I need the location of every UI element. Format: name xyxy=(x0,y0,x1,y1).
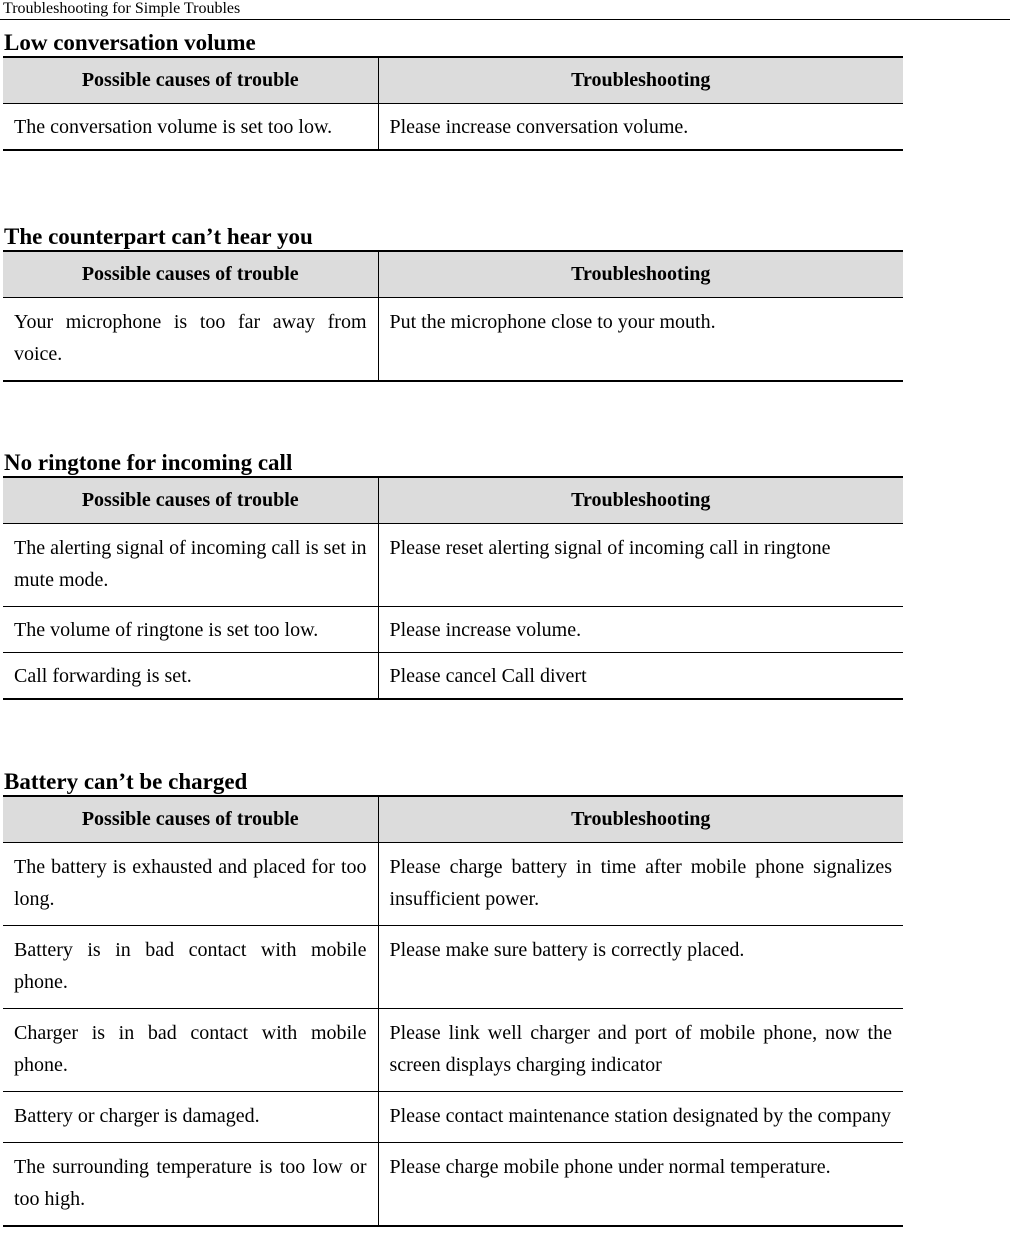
column-header-troubleshooting: Troubleshooting xyxy=(378,57,903,104)
table-row xyxy=(3,1143,903,1227)
trouble-table xyxy=(3,476,903,700)
solution-cell: Please make sure battery is correctly placed. xyxy=(378,926,903,1009)
section-no-ringtone xyxy=(3,450,903,700)
cause-cell: The surrounding temperature is too low or too high. xyxy=(3,1143,378,1227)
section-title: No ringtone for incoming call xyxy=(4,450,293,475)
column-header-causes: Possible causes of trouble xyxy=(3,251,378,298)
column-header-troubleshooting: Troubleshooting xyxy=(378,251,903,298)
solution-cell: Please charge battery in time after mobile phone signalizes insufficient power. xyxy=(378,843,903,926)
cause-cell: Charger is in bad contact with mobile phone. xyxy=(3,1009,378,1092)
solution-cell: Put the microphone close to your mouth. xyxy=(378,298,903,382)
cause-cell: The battery is exhausted and placed for too long. xyxy=(3,843,378,926)
table-header-row xyxy=(3,251,903,298)
table-row xyxy=(3,1009,903,1092)
solution-cell: Please contact maintenance station designated by the company xyxy=(378,1092,903,1143)
section-title: Low conversation volume xyxy=(4,30,256,55)
section-battery-cant-charge xyxy=(3,769,903,1227)
trouble-table xyxy=(3,56,903,151)
cause-cell: The alerting signal of incoming call is set in mute mode. xyxy=(3,524,378,607)
cause-cell: The conversation volume is set too low. xyxy=(3,104,378,151)
trouble-table xyxy=(3,250,903,382)
table-header-row xyxy=(3,796,903,843)
table-row xyxy=(3,1092,903,1143)
table-row xyxy=(3,653,903,700)
table-row xyxy=(3,926,903,1009)
table-header-row xyxy=(3,57,903,104)
section-title: The counterpart can’t hear you xyxy=(4,224,313,249)
column-header-causes: Possible causes of trouble xyxy=(3,796,378,843)
table-row xyxy=(3,843,903,926)
table-row xyxy=(3,104,903,151)
solution-cell: Please link well charger and port of mobile phone, now the screen displays charging indicator xyxy=(378,1009,903,1092)
cause-cell: Battery or charger is damaged. xyxy=(3,1092,378,1143)
table-row xyxy=(3,607,903,653)
solution-cell: Please increase conversation volume. xyxy=(378,104,903,151)
page-header xyxy=(0,0,1010,20)
column-header-causes: Possible causes of trouble xyxy=(3,57,378,104)
solution-cell: Please cancel Call divert xyxy=(378,653,903,700)
cause-cell: Battery is in bad contact with mobile phone. xyxy=(3,926,378,1009)
table-row xyxy=(3,524,903,607)
column-header-troubleshooting: Troubleshooting xyxy=(378,796,903,843)
cause-cell: The volume of ringtone is set too low. xyxy=(3,607,378,653)
table-header-row xyxy=(3,477,903,524)
section-low-conversation-volume xyxy=(3,30,903,151)
table-row xyxy=(3,298,903,382)
trouble-table xyxy=(3,795,903,1227)
column-header-troubleshooting: Troubleshooting xyxy=(378,477,903,524)
column-header-causes: Possible causes of trouble xyxy=(3,477,378,524)
solution-cell: Please charge mobile phone under normal temperature. xyxy=(378,1143,903,1227)
cause-cell: Your microphone is too far away from voice. xyxy=(3,298,378,382)
cause-cell: Call forwarding is set. xyxy=(3,653,378,700)
solution-cell: Please increase volume. xyxy=(378,607,903,653)
page-header-title: Troubleshooting for Simple Troubles xyxy=(3,0,241,17)
solution-cell: Please reset alerting signal of incoming call in ringtone xyxy=(378,524,903,607)
section-title: Battery can’t be charged xyxy=(4,769,248,794)
section-counterpart-cant-hear xyxy=(3,224,903,382)
